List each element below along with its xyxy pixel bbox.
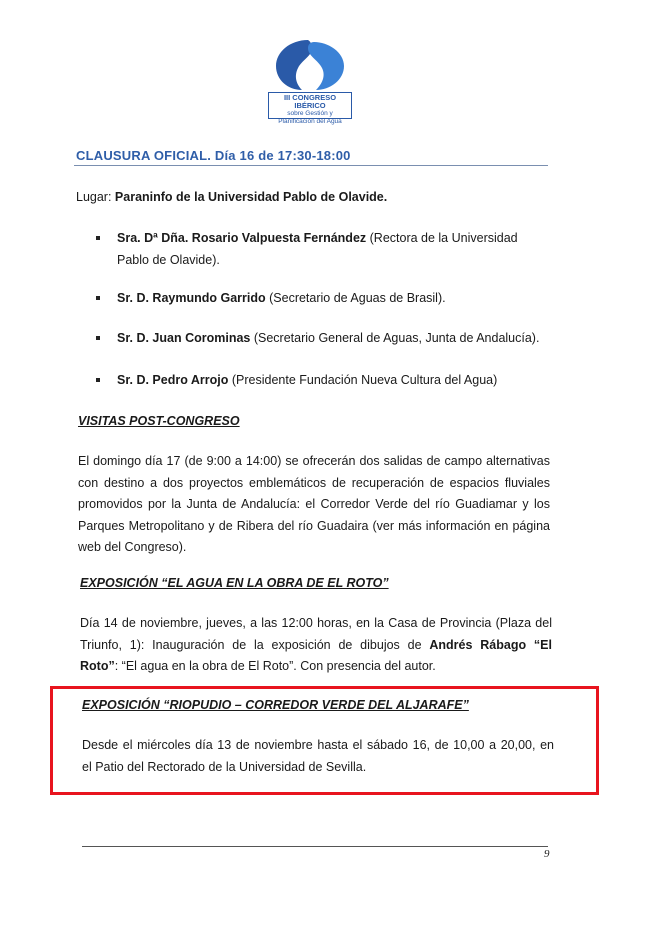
paragraph-line: El domingo día 17 (de 9:00 a 14:00) se ofrecerán dos salidas de campo alternativas	[78, 454, 550, 468]
speaker-role-cont: Pablo de Olavide).	[117, 253, 220, 267]
bullet-icon	[96, 296, 100, 300]
paragraph-line	[80, 656, 552, 678]
speaker-role: (Secretario General de Aguas, Junta de Andalucía).	[250, 331, 540, 345]
expo1-line2-text: Triunfo, 1): Inauguración de la exposición de dibujos de	[80, 637, 430, 652]
place-label: Lugar:	[76, 190, 115, 204]
page-number: 9	[544, 848, 550, 860]
visits-title: VISITAS POST-CONGRESO	[78, 414, 240, 428]
logo-line3: Planificación del Agua	[278, 118, 342, 125]
artist-name: Andrés Rábago “El	[429, 637, 552, 652]
expo1-line3-text: : “El agua en la obra de El Roto”. Con presencia del autor.	[114, 659, 436, 673]
paragraph-line	[80, 635, 552, 657]
speaker-name: Sra. Dª Dña. Rosario Valpuesta Fernández	[117, 231, 367, 245]
bullet-icon	[96, 236, 100, 240]
paragraph-line: promovidos por la Junta de Andalucía: el Corredor Verde del río Guadiamar y los	[78, 497, 550, 511]
speaker-role: (Presidente Fundación Nueva Cultura del Agua)	[228, 373, 498, 387]
speaker-name: Sr. D. Juan Corominas	[117, 331, 251, 345]
expo1-paragraph	[80, 613, 552, 678]
logo-line1: III CONGRESO IBÉRICO	[283, 93, 337, 110]
expo2-paragraph	[82, 735, 554, 778]
paragraph-line: Desde el miércoles día 13 de noviembre hasta el sábado 16, de 10,00 a 20,00, en	[82, 738, 554, 752]
logo-line2: sobre Gestión y	[287, 110, 333, 117]
place-value: Paraninfo de la Universidad Pablo de Olavide.	[114, 190, 388, 204]
paragraph-line: con destino a dos proyectos emblemáticos de recuperación de espacios fluviales	[78, 475, 550, 490]
logo-caption	[268, 92, 352, 125]
paragraph-line: el Patio del Rectorado de la Universidad de Sevilla.	[82, 759, 367, 774]
expo1-title: EXPOSICIÓN “EL AGUA EN LA OBRA DE EL ROTO”	[80, 576, 389, 590]
paragraph-line: web del Congreso).	[78, 540, 187, 554]
visits-paragraph	[78, 451, 550, 559]
artist-name-cont: Roto”	[80, 659, 115, 673]
congress-logo	[268, 36, 352, 125]
expo2-title: EXPOSICIÓN “RIOPUDIO – CORREDOR VERDE DEL ALJARAFE”	[82, 698, 469, 712]
footer-divider	[82, 846, 548, 847]
bullet-icon	[96, 378, 100, 382]
speaker-role: (Secretario de Aguas de Brasil).	[265, 291, 446, 305]
paragraph-line: Día 14 de noviembre, jueves, a las 12:00 horas, en la Casa de Provincia (Plaza del	[80, 616, 552, 630]
bullet-icon	[96, 336, 100, 340]
heading-divider	[74, 165, 548, 166]
speaker-role: (Rectora de la Universidad	[366, 231, 518, 245]
water-drop-logo-icon	[268, 36, 352, 94]
closing-place	[76, 190, 387, 204]
speaker-name: Sr. D. Pedro Arrojo	[117, 373, 229, 387]
paragraph-line: Parques Metropolitano y de Ribera del río Guadaira (ver más información en página	[78, 518, 550, 533]
closing-title: CLAUSURA OFICIAL. Día 16 de 17:30-18:00	[76, 148, 351, 163]
speaker-name: Sr. D. Raymundo Garrido	[117, 291, 266, 305]
